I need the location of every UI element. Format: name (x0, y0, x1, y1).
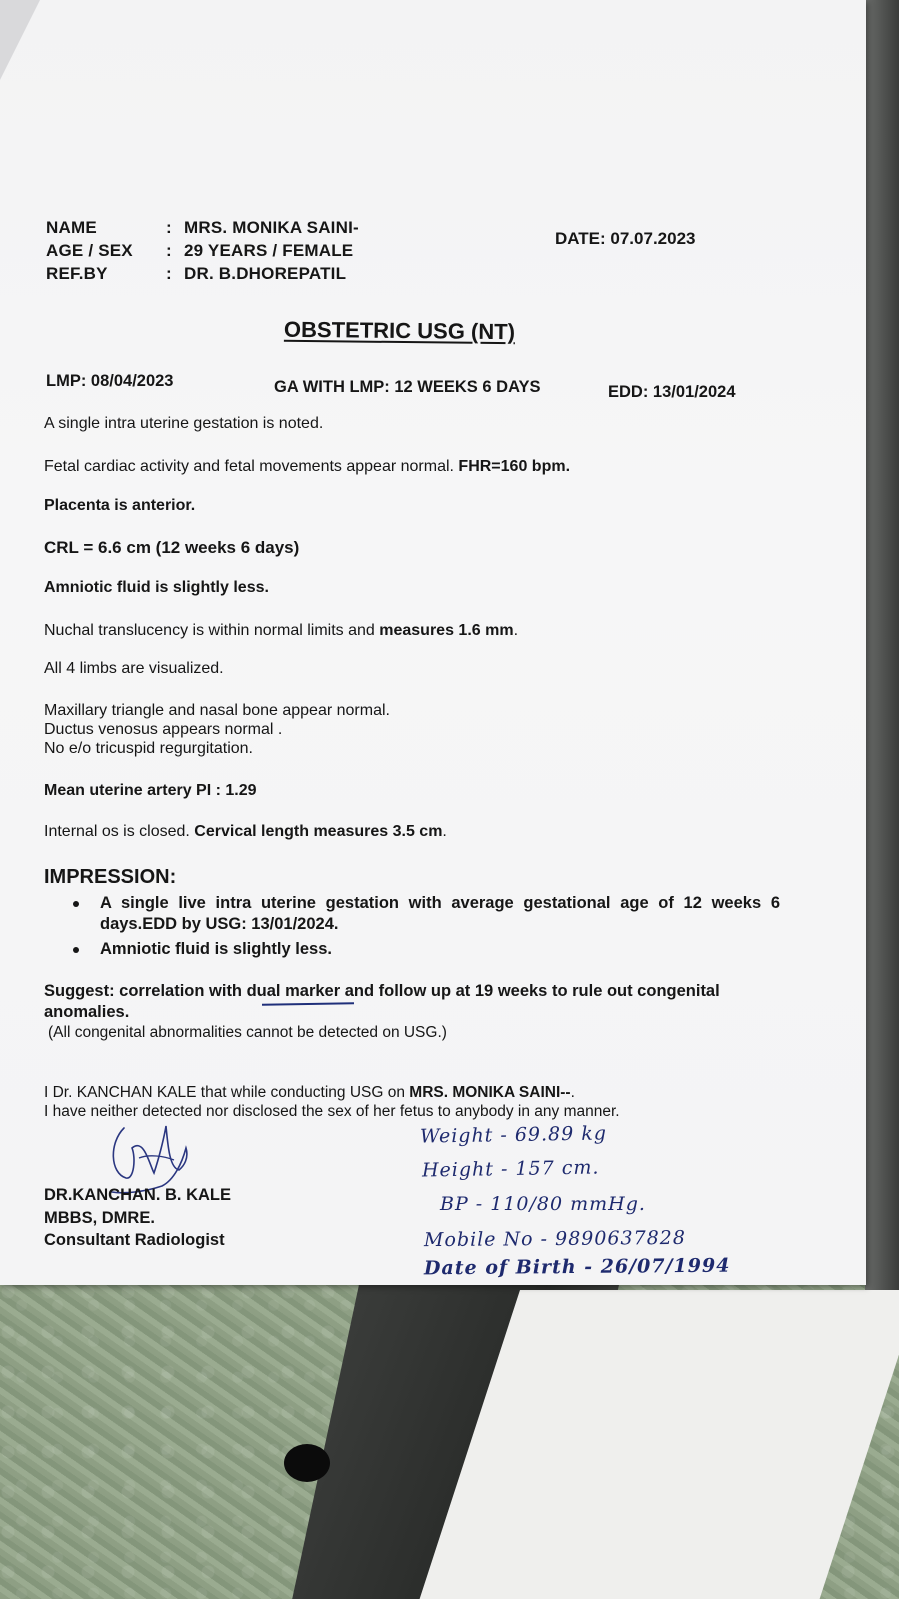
declaration-end: . (570, 1084, 575, 1101)
finding-cardiac (44, 458, 570, 476)
edd-date: EDD: 13/01/2024 (608, 383, 736, 401)
handwritten-mobile: Mobile No - 9890637828 (423, 1226, 687, 1252)
lmp-date: LMP: 08/04/2023 (46, 372, 174, 390)
uterine-pi-text: Mean uterine artery PI : 1.29 (44, 782, 257, 799)
finding-placenta (44, 497, 195, 515)
os-text: Internal os is closed. (44, 823, 195, 840)
declaration-patient: MRS. MONIKA SAINI-- (409, 1084, 571, 1101)
age-sex-value: 29 YEARS / FEMALE (184, 241, 354, 260)
declaration-start: I Dr. KANCHAN KALE that while conducting USG on (44, 1084, 410, 1101)
report-date: DATE: 07.07.2023 (555, 229, 696, 248)
declaration-line-1 (44, 1084, 575, 1102)
finding-nt (44, 622, 518, 640)
os-end: . (442, 823, 447, 840)
finding-amniotic (44, 579, 269, 597)
finding-limbs: All 4 limbs are visualized. (44, 660, 224, 677)
age-sex-colon: : (166, 241, 172, 260)
impression-item: A single live intra uterine gestation with average gestational age of 12 weeks 6 days.EDD by USG: 13/01/2024. (70, 893, 780, 935)
name-label: NAME (46, 218, 97, 237)
finding-uterine-pi (44, 782, 257, 800)
ga-with-lmp: GA WITH LMP: 12 WEEKS 6 DAYS (274, 378, 541, 396)
nt-text: Nuchal translucency is within normal limits and (44, 622, 380, 639)
signatory-name: DR.KANCHAN. B. KALE (44, 1186, 231, 1204)
handwritten-bp: BP - 110/80 mmHg. (440, 1193, 646, 1215)
finding-crl (44, 538, 299, 558)
placenta-text: Placenta is anterior. (44, 497, 196, 514)
fhr-value: FHR=160 bpm. (458, 458, 571, 475)
ref-by-label: REF.BY (46, 264, 108, 283)
finding-cardiac-text: Fetal cardiac activity and fetal movements appear normal. (44, 458, 459, 475)
nt-end: . (513, 622, 519, 639)
handwritten-weight: Weight - 69.89 kg (419, 1122, 608, 1148)
nt-measure: measures 1.6 mm (379, 622, 514, 639)
amniotic-text: Amniotic fluid is slightly less. (44, 579, 269, 596)
suggestion: Suggest: correlation with dual marker and follow up at 19 weeks to rule out congenital anomalies. (44, 982, 720, 1021)
finding-maxillary: Maxillary triangle and nasal bone appear normal. (44, 702, 390, 719)
signatory-role: Consultant Radiologist (44, 1231, 225, 1249)
handwritten-dob: Date of Birth - 26/07/1994 (423, 1254, 731, 1280)
report-title: OBSTETRIC USG (NT) (283, 316, 516, 345)
signatory-qualification: MBBS, DMRE. (44, 1209, 155, 1227)
declaration-line-2: I have neither detected nor disclosed the sex of her fetus to anybody in any manner. (44, 1103, 620, 1120)
ref-by-colon: : (166, 264, 172, 283)
crl-text: CRL = 6.6 cm (12 weeks 6 days) (44, 538, 300, 557)
suggestion-note: (All congenital abnormalities cannot be detected on USG.) (48, 1024, 447, 1041)
impression-heading: IMPRESSION: (44, 866, 177, 888)
age-sex-label: AGE / SEX (46, 241, 133, 260)
cervical-length: Cervical length measures 3.5 cm (194, 823, 443, 840)
finding-tricuspid: No e/o tricuspid regurgitation. (44, 740, 253, 757)
folded-corner (0, 0, 40, 80)
impression-item: Amniotic fluid is slightly less. (70, 939, 780, 960)
name-colon: : (166, 218, 172, 237)
impression-list (70, 893, 780, 964)
finding-internal-os (44, 823, 447, 841)
patient-name: MRS. MONIKA SAINI- (184, 218, 359, 237)
finding-ductus: Ductus venosus appears normal . (44, 721, 283, 738)
black-button (284, 1444, 330, 1482)
handwritten-height: Height - 157 cm. (421, 1156, 600, 1182)
right-edge-shadow (865, 0, 899, 1290)
finding-single-gestation: A single intra uterine gestation is noted. (44, 415, 324, 432)
ref-by-value: DR. B.DHOREPATIL (184, 264, 347, 283)
